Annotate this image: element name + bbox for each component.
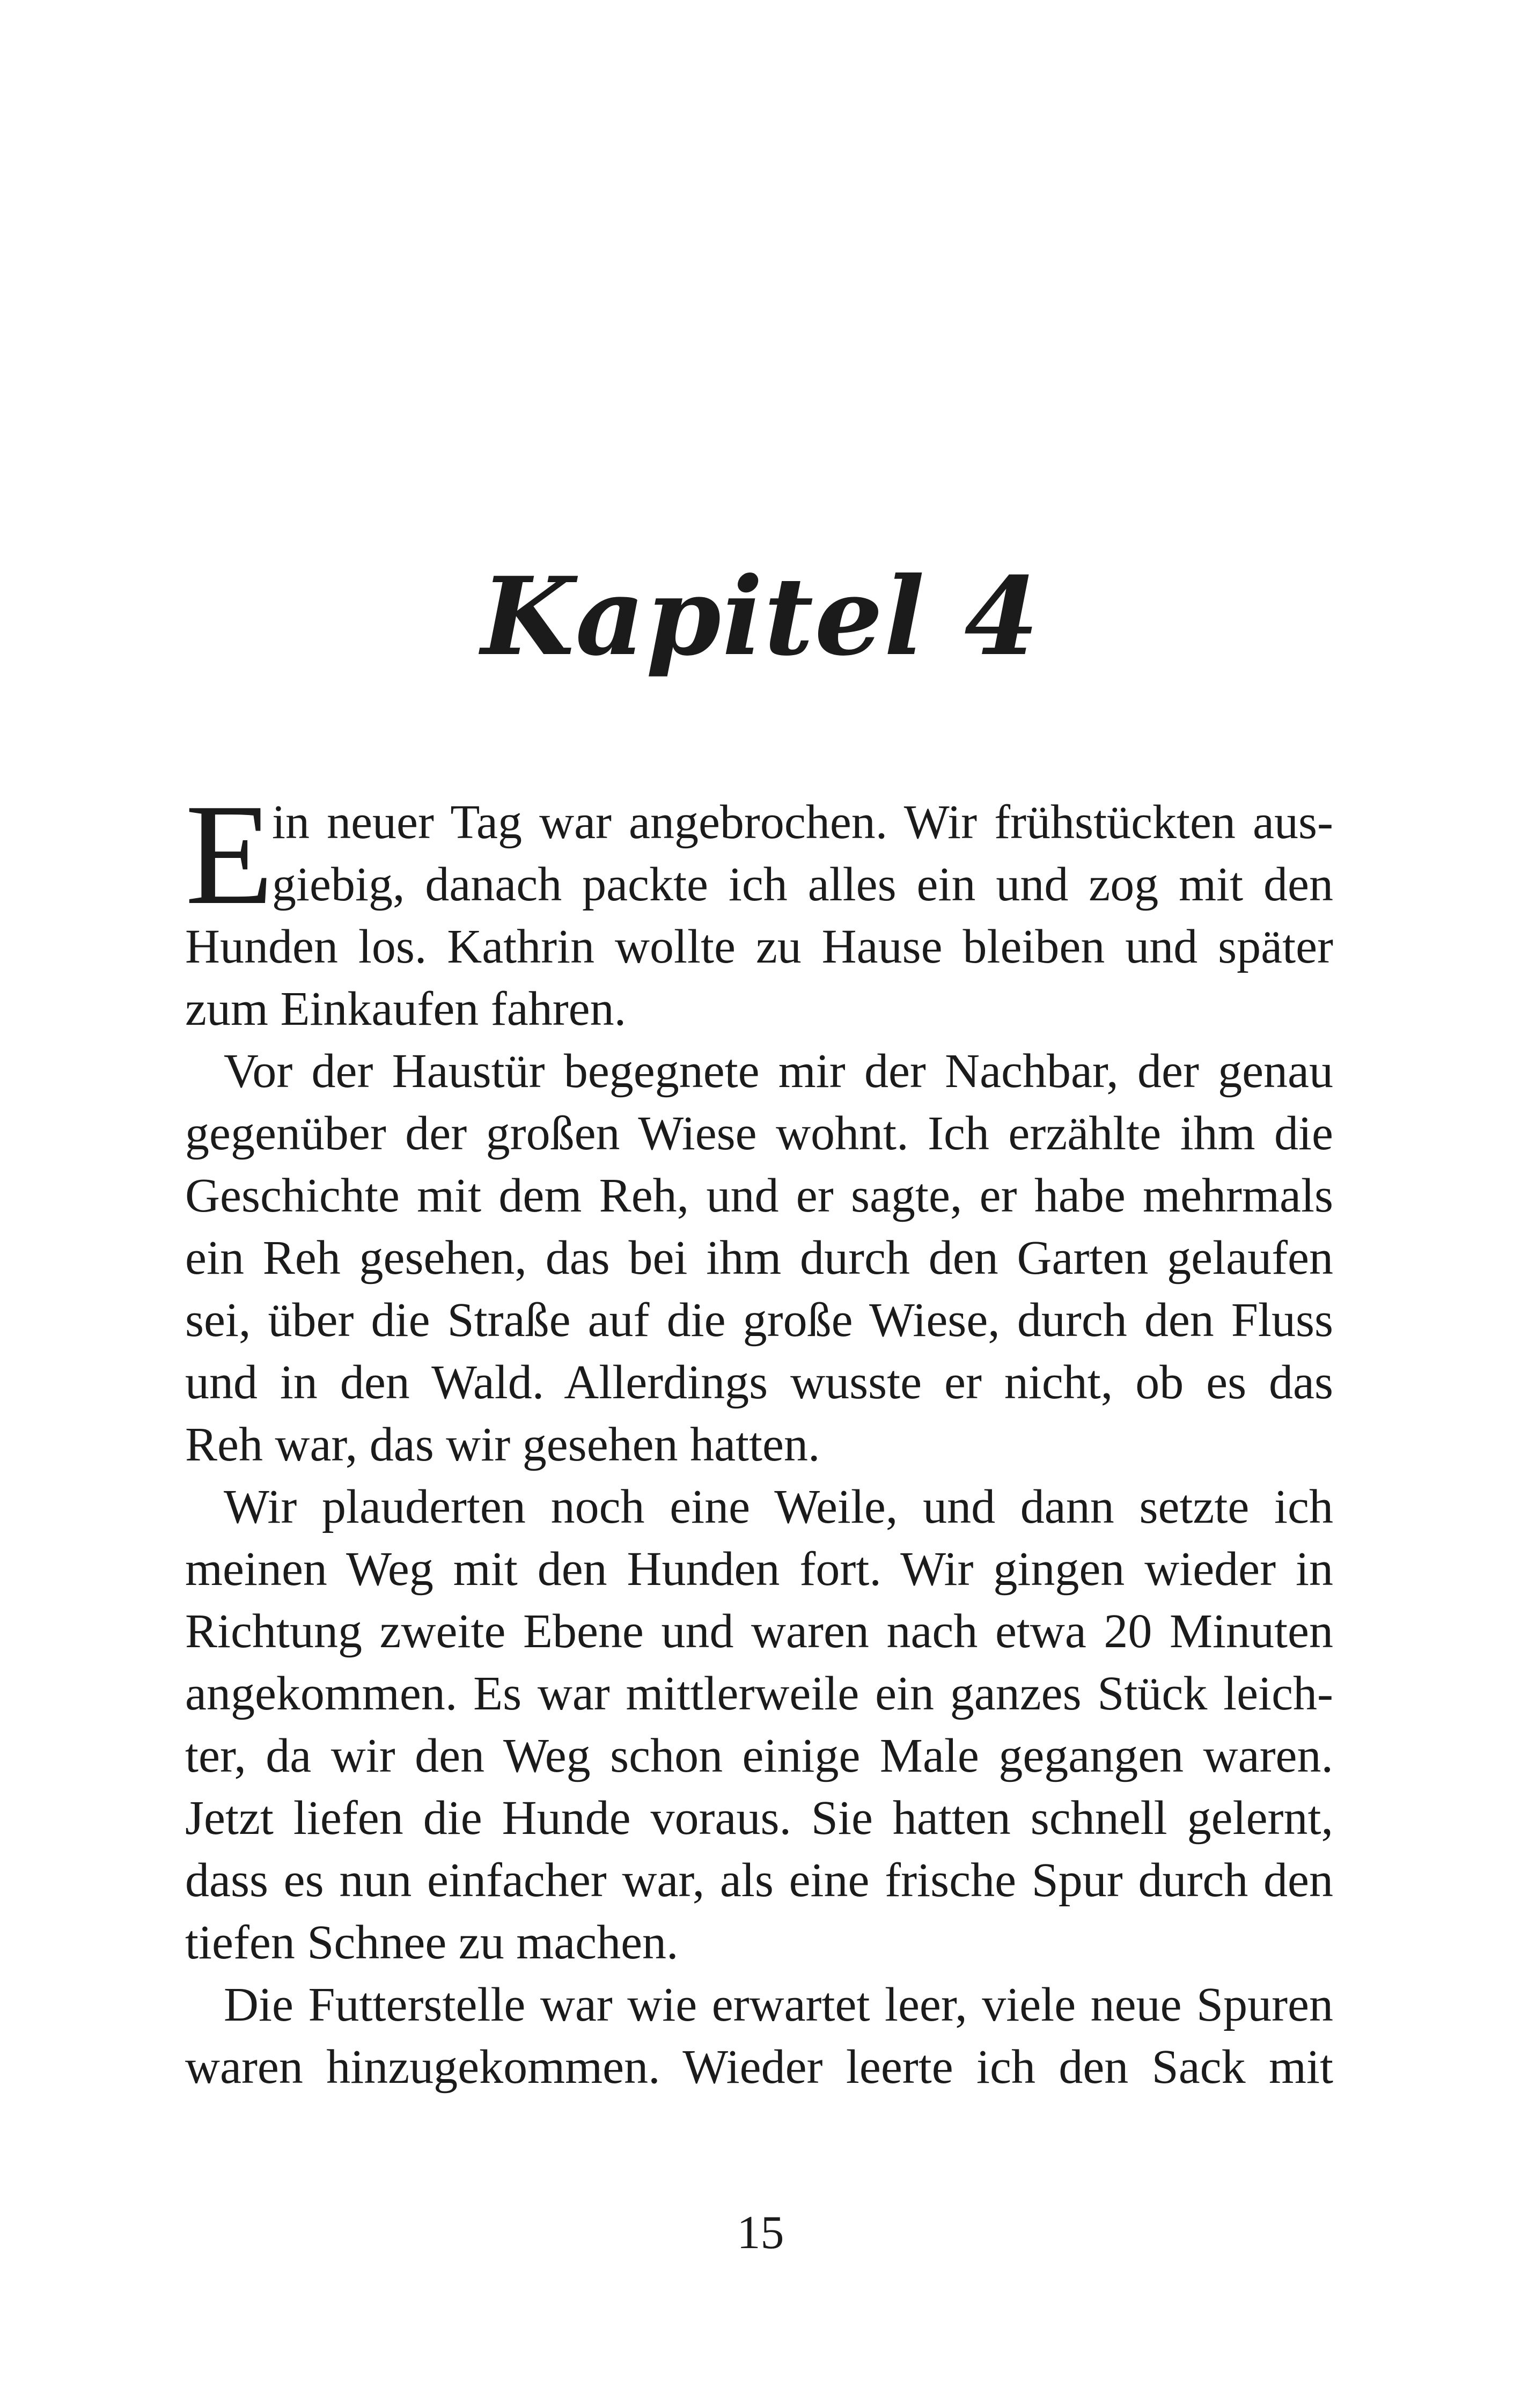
page-number: 15	[737, 2207, 784, 2259]
text-line: giebig, danach packte ich alles ein und zog mit den	[272, 858, 1333, 911]
text-line: und in den Wald. Allerdings wusste er nicht, ob es das	[185, 1356, 1333, 1409]
text-line: Vor der Haustür begegnete mir der Nachbar, der genau	[224, 1045, 1333, 1098]
text-line: Die Futterstelle war wie erwartet leer, viele neue Spuren	[224, 1978, 1333, 2031]
text-line: Wir plauderten noch eine Weile, und dann setzte ich	[224, 1480, 1333, 1533]
text-line: tiefen Schnee zu machen.	[185, 1916, 679, 1969]
text-line: waren hinzugekommen. Wieder leerte ich den Sack mit	[185, 2040, 1333, 2094]
drop-cap: E	[185, 774, 274, 935]
text-line: Hunden los. Kathrin wollte zu Hause bleiben und später	[185, 920, 1333, 973]
text-line: dass es nun einfacher war, als eine frische Spur durch den	[185, 1854, 1333, 1907]
text-line: Geschichte mit dem Reh, und er sagte, er habe mehrmals	[185, 1169, 1333, 1222]
text-line: ein Reh gesehen, das bei ihm durch den Garten gelaufen	[185, 1231, 1333, 1284]
text-line: sei, über die Straße auf die große Wiese, durch den Fluss	[185, 1294, 1333, 1347]
chapter-title: Kapitel 4	[481, 554, 1040, 680]
text-line: Richtung zweite Ebene und waren nach etwa 20 Minuten	[185, 1605, 1333, 1658]
text-line: zum Einkaufen fahren.	[185, 982, 627, 1036]
text-line: Jetzt liefen die Hunde voraus. Sie hatten schnell gelernt,	[185, 1792, 1333, 1845]
text-line: angekommen. Es war mittlerweile ein ganzes Stück leich-	[185, 1667, 1333, 1720]
text-line: ter, da wir den Weg schon einige Male gegangen waren.	[185, 1729, 1333, 1782]
text-line: gegenüber der großen Wiese wohnt. Ich erzählte ihm die	[185, 1107, 1333, 1160]
text-line: meinen Weg mit den Hunden fort. Wir gingen wieder in	[185, 1543, 1333, 1596]
body-text	[185, 774, 1333, 2098]
text-line: Reh war, das wir gesehen hatten.	[185, 1418, 820, 1471]
text-line: in neuer Tag war angebrochen. Wir frühstückten aus-	[272, 796, 1333, 849]
